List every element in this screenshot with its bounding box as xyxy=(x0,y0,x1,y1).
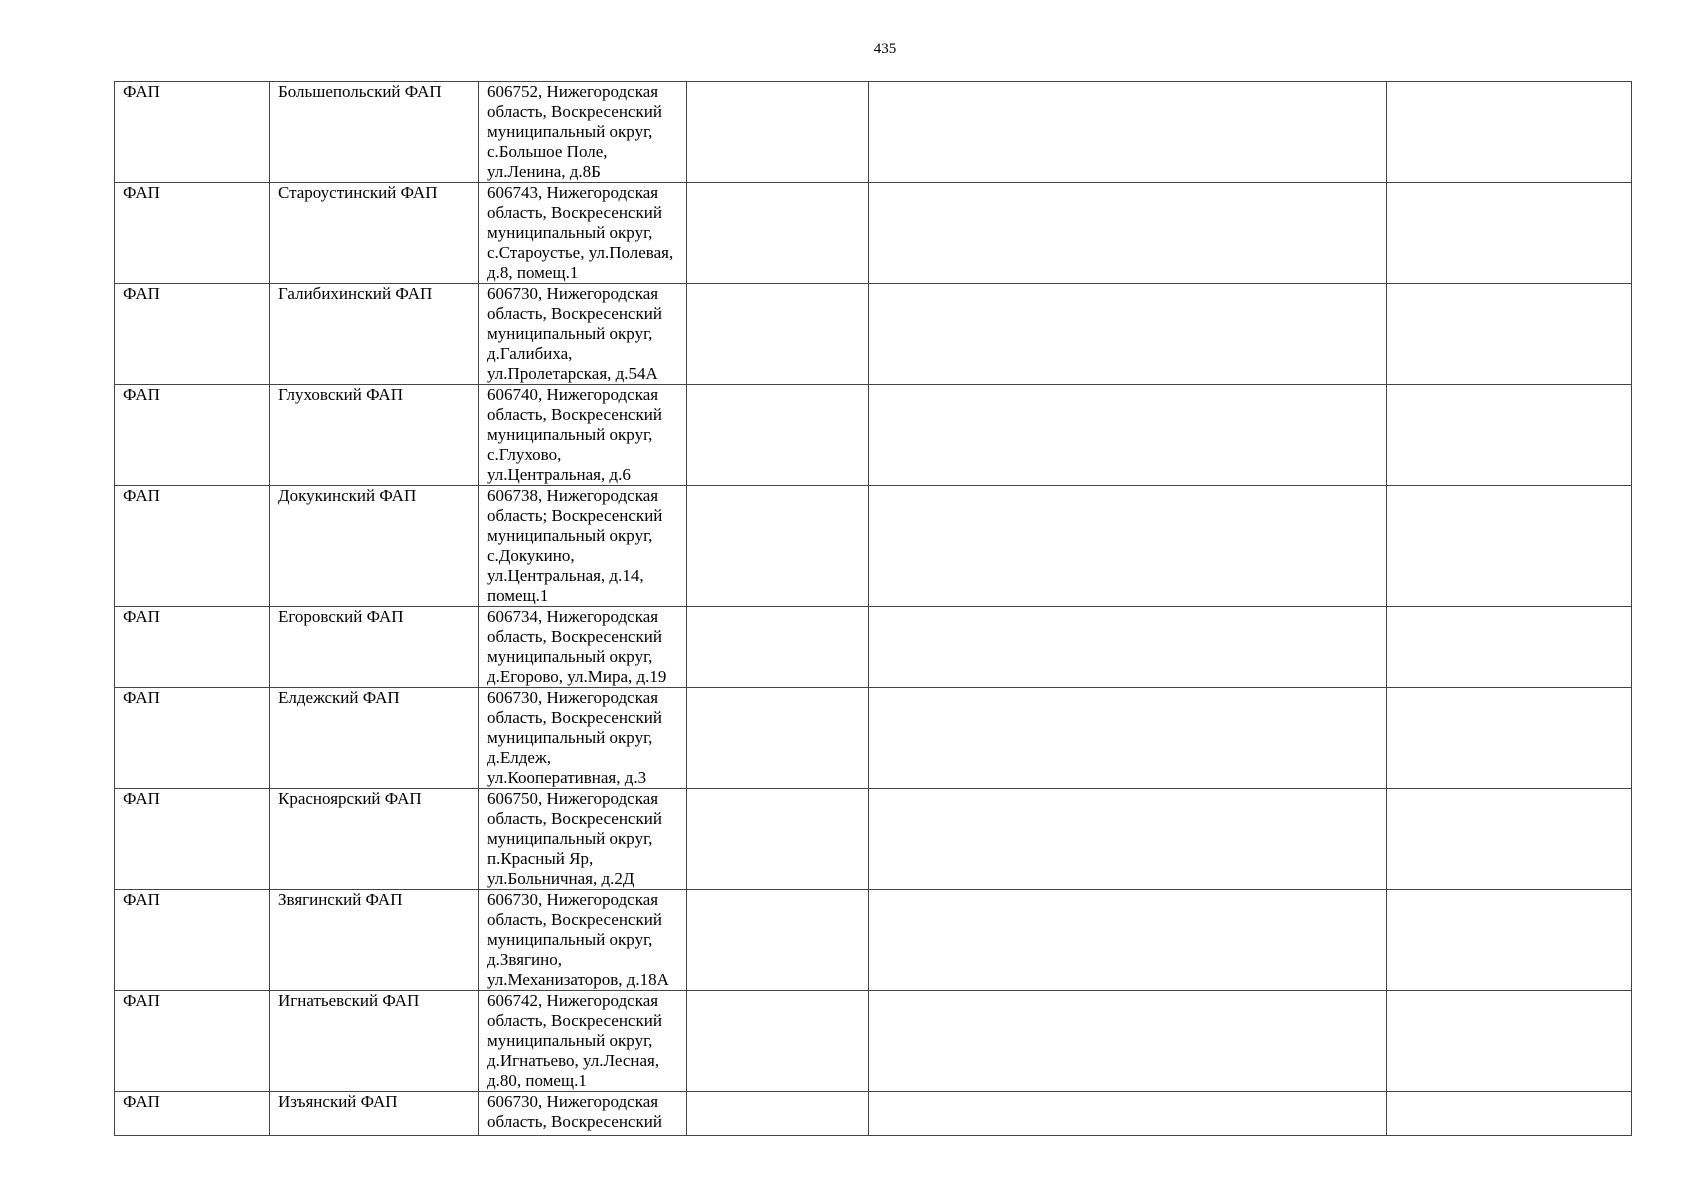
table-row xyxy=(115,183,1632,284)
empty-cell xyxy=(687,789,869,890)
facility-type-cell: ФАП xyxy=(115,890,270,991)
facility-address-cell: 606750, Нижегородская область, Воскресенский муниципальный округ, п.Красный Яр, ул.Больничная, д.2Д xyxy=(479,789,687,890)
empty-cell xyxy=(1387,688,1632,789)
empty-cell xyxy=(687,890,869,991)
table-row xyxy=(115,284,1632,385)
facility-type-cell: ФАП xyxy=(115,284,270,385)
facility-type-cell: ФАП xyxy=(115,789,270,890)
table-row xyxy=(115,890,1632,991)
facility-address-cell: 606742, Нижегородская область, Воскресенский муниципальный округ, д.Игнатьево, ул.Лесная, д.80, помещ.1 xyxy=(479,991,687,1092)
table-row xyxy=(115,486,1632,607)
empty-cell xyxy=(869,607,1387,688)
empty-cell xyxy=(869,284,1387,385)
facility-address-cell: 606730, Нижегородская область, Воскресенский xyxy=(479,1092,687,1136)
empty-cell xyxy=(687,607,869,688)
facility-type-cell: ФАП xyxy=(115,607,270,688)
empty-cell xyxy=(1387,789,1632,890)
facility-type-cell: ФАП xyxy=(115,385,270,486)
facility-name-cell: Изъянский ФАП xyxy=(270,1092,479,1136)
facility-name-cell: Староустинский ФАП xyxy=(270,183,479,284)
page-number: 435 xyxy=(873,41,897,57)
facility-name-cell: Игнатьевский ФАП xyxy=(270,991,479,1092)
facility-address-cell: 606740, Нижегородская область, Воскресенский муниципальный округ, с.Глухово, ул.Центральная, д.6 xyxy=(479,385,687,486)
facility-name-cell: Докукинский ФАП xyxy=(270,486,479,607)
empty-cell xyxy=(869,183,1387,284)
empty-cell xyxy=(1387,890,1632,991)
facility-name-cell: Красноярский ФАП xyxy=(270,789,479,890)
empty-cell xyxy=(687,183,869,284)
facility-name-cell: Глуховский ФАП xyxy=(270,385,479,486)
facility-name-cell: Егоровский ФАП xyxy=(270,607,479,688)
table-row xyxy=(115,1092,1632,1136)
empty-cell xyxy=(869,789,1387,890)
empty-cell xyxy=(687,284,869,385)
facility-address-cell: 606734, Нижегородская область, Воскресенский муниципальный округ, д.Егорово, ул.Мира, д.19 xyxy=(479,607,687,688)
table-row xyxy=(115,789,1632,890)
empty-cell xyxy=(1387,385,1632,486)
empty-cell xyxy=(687,385,869,486)
facility-address-cell: 606730, Нижегородская область, Воскресенский муниципальный округ, д.Звягино, ул.Механизаторов, д.18А xyxy=(479,890,687,991)
table-row xyxy=(115,991,1632,1092)
facility-address-cell: 606738, Нижегородская область; Воскресенский муниципальный округ, с.Докукино, ул.Центральная, д.14, помещ.1 xyxy=(479,486,687,607)
facility-name-cell: Звягинский ФАП xyxy=(270,890,479,991)
facility-type-cell: ФАП xyxy=(115,1092,270,1136)
facility-type-cell: ФАП xyxy=(115,183,270,284)
facility-address-cell: 606730, Нижегородская область, Воскресенский муниципальный округ, д.Галибиха, ул.Пролетарская, д.54А xyxy=(479,284,687,385)
table-row xyxy=(115,82,1632,183)
empty-cell xyxy=(687,1092,869,1136)
facility-type-cell: ФАП xyxy=(115,688,270,789)
facility-type-cell: ФАП xyxy=(115,991,270,1092)
facility-address-cell: 606730, Нижегородская область, Воскресенский муниципальный округ, д.Елдеж, ул.Кооперативная, д.3 xyxy=(479,688,687,789)
empty-cell xyxy=(1387,486,1632,607)
empty-cell xyxy=(869,1092,1387,1136)
facility-name-cell: Большепольский ФАП xyxy=(270,82,479,183)
empty-cell xyxy=(869,991,1387,1092)
table-row xyxy=(115,385,1632,486)
facility-type-cell: ФАП xyxy=(115,82,270,183)
facility-type-cell: ФАП xyxy=(115,486,270,607)
empty-cell xyxy=(869,486,1387,607)
facility-name-cell: Галибихинский ФАП xyxy=(270,284,479,385)
table-row xyxy=(115,688,1632,789)
table-row xyxy=(115,607,1632,688)
empty-cell xyxy=(687,82,869,183)
empty-cell xyxy=(869,82,1387,183)
empty-cell xyxy=(1387,607,1632,688)
facility-address-cell: 606752, Нижегородская область, Воскресенский муниципальный округ, с.Большое Поле, ул.Ленина, д.8Б xyxy=(479,82,687,183)
empty-cell xyxy=(687,486,869,607)
empty-cell xyxy=(687,991,869,1092)
empty-cell xyxy=(1387,991,1632,1092)
empty-cell xyxy=(1387,82,1632,183)
empty-cell xyxy=(1387,183,1632,284)
empty-cell xyxy=(869,385,1387,486)
facility-name-cell: Елдежский ФАП xyxy=(270,688,479,789)
facility-address-cell: 606743, Нижегородская область, Воскресенский муниципальный округ, с.Староустье, ул.Полевая, д.8, помещ.1 xyxy=(479,183,687,284)
empty-cell xyxy=(869,688,1387,789)
empty-cell xyxy=(1387,1092,1632,1136)
empty-cell xyxy=(869,890,1387,991)
empty-cell xyxy=(687,688,869,789)
facility-table xyxy=(114,81,1632,1136)
empty-cell xyxy=(1387,284,1632,385)
